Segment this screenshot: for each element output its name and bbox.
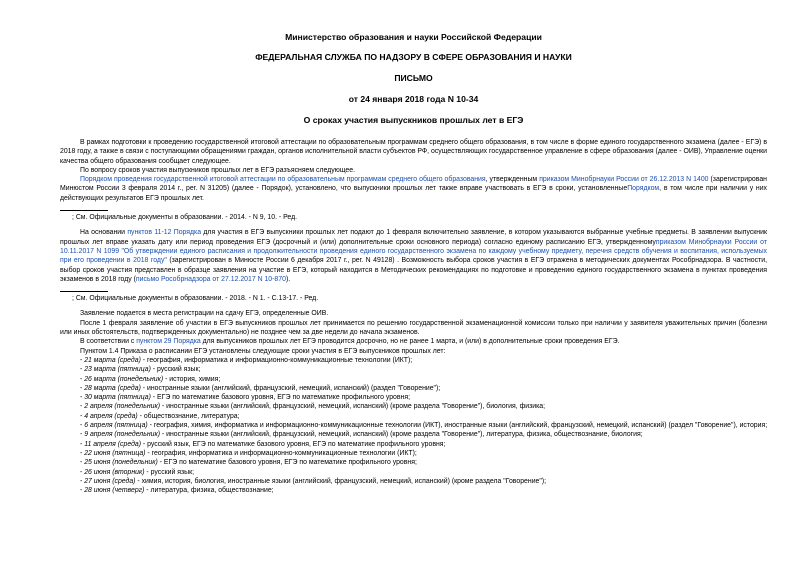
- intro-paragraph-2: По вопросу сроков участия выпускников прошлых лет в ЕГЭ разъясняем следующее.: [80, 166, 355, 174]
- agency-heading: ФЕДЕРАЛЬНАЯ СЛУЖБА ПО НАДЗОРУ В СФЕРЕ ОБРАЗОВАНИЯ И НАУКИ: [255, 52, 572, 62]
- schedule-item: - 23 марта (пятница) - русский язык;: [80, 366, 201, 374]
- paragraph-early-terms: В соответствии с пунктом 29 Порядка для выпускников прошлых лет ЕГЭ проводится досрочно, но не ранее 1 марта, и (или) в дополнительные сроки проведения ЕГЭ.: [80, 338, 620, 346]
- schedule-item: - 11 апреля (среда) - русский язык, ЕГЭ по математике базового уровня, ЕГЭ по математике профильного уровня;: [80, 440, 446, 448]
- doc-type-heading: ПИСЬМО: [394, 73, 433, 83]
- link-punkt-29[interactable]: пунктом 29 Порядка: [136, 338, 201, 346]
- paragraph-registration: На основании пунктов 11-12 Порядка для участия в ЕГЭ выпускники прошлых лет подают до 1 февраля включительно заявление, в котором указываются выбранные учебные предметы. В заявлении выпускник прошлых лет вправе указать дату или период проведения ЕГЭ (досрочный и (или) дополнительные сроки основного периода) согласно единому расписанию ЕГЭ, утвержденномуприказом Минобрнауки России от 10.11.2017 N 1099 "Об утверждении единого расписания и продолжительности проведения единого государственного экзамена по каждому учебному предмету, перечня средств обучения и воспитания, используемых при его проведении в 2018 году" (зарегистрирован в Минюсте России 6 декабря 2017 г., рег. N 49128) . Возможность выбора сроков участия в ЕГЭ отражена в методических документах Рособрнадзора. В частности, выбор сроков участия представлен в образце заявления на участие в ЕГЭ, который находится в Методических рекомендациях по подготовке и проведению единого государственного экзамена в пунктах проведения экзаменов в 2018 году (письмо Рособрнадзора от 27.12.2017 N 10-870).: [60, 229, 767, 283]
- schedule-item: - 26 марта (понедельник) - история, химия;: [80, 375, 221, 383]
- footnote-divider-2: [60, 291, 108, 292]
- doc-subject: О сроках участия выпускников прошлых лет в ЕГЭ: [303, 115, 524, 125]
- footnote-divider-1: [60, 210, 108, 211]
- schedule-item: - 27 июня (среда) - химия, история, биология, иностранные языки (английский, французский, немецкий, испанский) (кроме раздела "Говорение");: [80, 477, 547, 485]
- schedule-item: - 26 июня (вторник) - русский язык;: [80, 468, 195, 476]
- schedule-item: - 28 июня (четверг) - литература, физика, обществознание;: [80, 487, 274, 495]
- paragraph-submission-place: Заявление подается в места регистрации на сдачу ЕГЭ, определенные ОИВ.: [80, 310, 329, 318]
- footnote-1: ; См. Официальные документы в образовании. - 2014. - N 9, 10. - Ред.: [72, 214, 298, 222]
- intro-paragraph-3: Порядком проведения государственной итоговой аттестации по образовательным программам среднего общего образования, утвержденным приказом Минобрнауки России от 26.12.2013 N 1400 (зарегистрирован Минюстом России 3 февраля 2014 г., рег. N 31205) (далее - Порядок), установлено, что выпускники прошлых лет также вправе участвовать в ЕГЭ в сроки, установленныеПорядком, в том числе при наличии у них действующих результатов ЕГЭ прошлых лет.: [60, 176, 767, 202]
- link-prikaz-1099[interactable]: приказом Минобрнауки России от 10.11.2017 N 1099 "Об утверждении единого расписания и продолжительности проведения единого государственного экзамена по каждому учебному предмету, перечня средств обучения и воспитания, используемых при его проведении в 2018 году": [60, 238, 767, 265]
- schedule-item: - 2 апреля (понедельник) - иностранные языки (английский, французский, немецкий, испанский) (кроме раздела "Говорение"), биология, физика;: [80, 403, 546, 411]
- link-poryadok-2[interactable]: Порядком: [627, 185, 660, 193]
- paragraph-schedule-intro: Пунктом 1.4 Приказа о расписании ЕГЭ установлены следующие сроки участия в ЕГЭ выпускников прошлых лет:: [80, 347, 446, 355]
- link-punkty-11-12[interactable]: пунктов 11-12 Порядка: [127, 229, 202, 237]
- link-poryadok[interactable]: Порядком проведения государственной итоговой аттестации по образовательным программам среднего общего образования: [80, 176, 486, 184]
- schedule-item: - 25 июня (понедельник) - ЕГЭ по математике базового уровня, ЕГЭ по математике профильного уровня;: [80, 459, 417, 467]
- schedule-item: - 6 апреля (пятница) - география, химия, информатика и информационно-коммуникационные технологии (ИКТ), иностранные языки (английский, французский, немецкий, испанский) (раздел "Говорение"), история;: [80, 422, 768, 430]
- schedule-item: - 9 апреля (понедельник) - иностранные языки (английский, французский, немецкий, испанский) (кроме раздела "Говорение"), литература, физика, обществознание, биология;: [80, 431, 643, 439]
- schedule-list: [60, 356, 767, 495]
- link-prikaz-1400[interactable]: приказом Минобрнауки России от 26.12.2013 N 1400: [539, 176, 709, 184]
- link-pismo-10-870[interactable]: письмо Рособрнадзора от 27.12.2017 N 10-870: [135, 275, 286, 283]
- schedule-item: - 30 марта (пятница) - ЕГЭ по математике базового уровня, ЕГЭ по математике профильного уровня;: [80, 394, 410, 402]
- intro-paragraph-1: В рамках подготовки к проведению государственной итоговой аттестации по образовательным программам среднего общего образования, в том числе в форме единого государственного экзамена (далее - ЕГЭ) в 2018 году, а также в связи с поступающими обращениями граждан, органов исполнительной власти субъектов РФ, осуществляющих государственное управление в сфере образования (далее - ОИВ), Управление оценки качества общего образования сообщает следующее.: [60, 139, 767, 165]
- schedule-item: - 28 марта (среда) - иностранные языки (английский, французский, немецкий, испанский) (раздел "Говорение");: [80, 384, 441, 392]
- schedule-item: - 4 апреля (среда) - обществознание, литература;: [80, 412, 240, 420]
- ministry-heading: Министерство образования и науки Российской Федерации: [285, 32, 542, 42]
- doc-date-number: от 24 января 2018 года N 10-34: [348, 94, 479, 104]
- footnote-2: ; См. Официальные документы в образовании. - 2018. - N 1. - С.13-17. - Ред.: [72, 295, 319, 303]
- paragraph-late-submission: После 1 февраля заявление об участии в ЕГЭ выпускников прошлых лет принимается по решению государственной экзаменационной комиссии только при наличии у заявителя уважительных причин (болезни или иных обстоятельств, подтвержденных документально) не позднее чем за две недели до начала экзаменов.: [60, 319, 767, 337]
- schedule-item: - 21 марта (среда) - география, информатика и информационно-коммуникационные технологии (ИКТ);: [80, 356, 413, 364]
- schedule-item: - 22 июня (пятница) - география, информатика и информационно-коммуникационные технологии (ИКТ);: [80, 449, 417, 457]
